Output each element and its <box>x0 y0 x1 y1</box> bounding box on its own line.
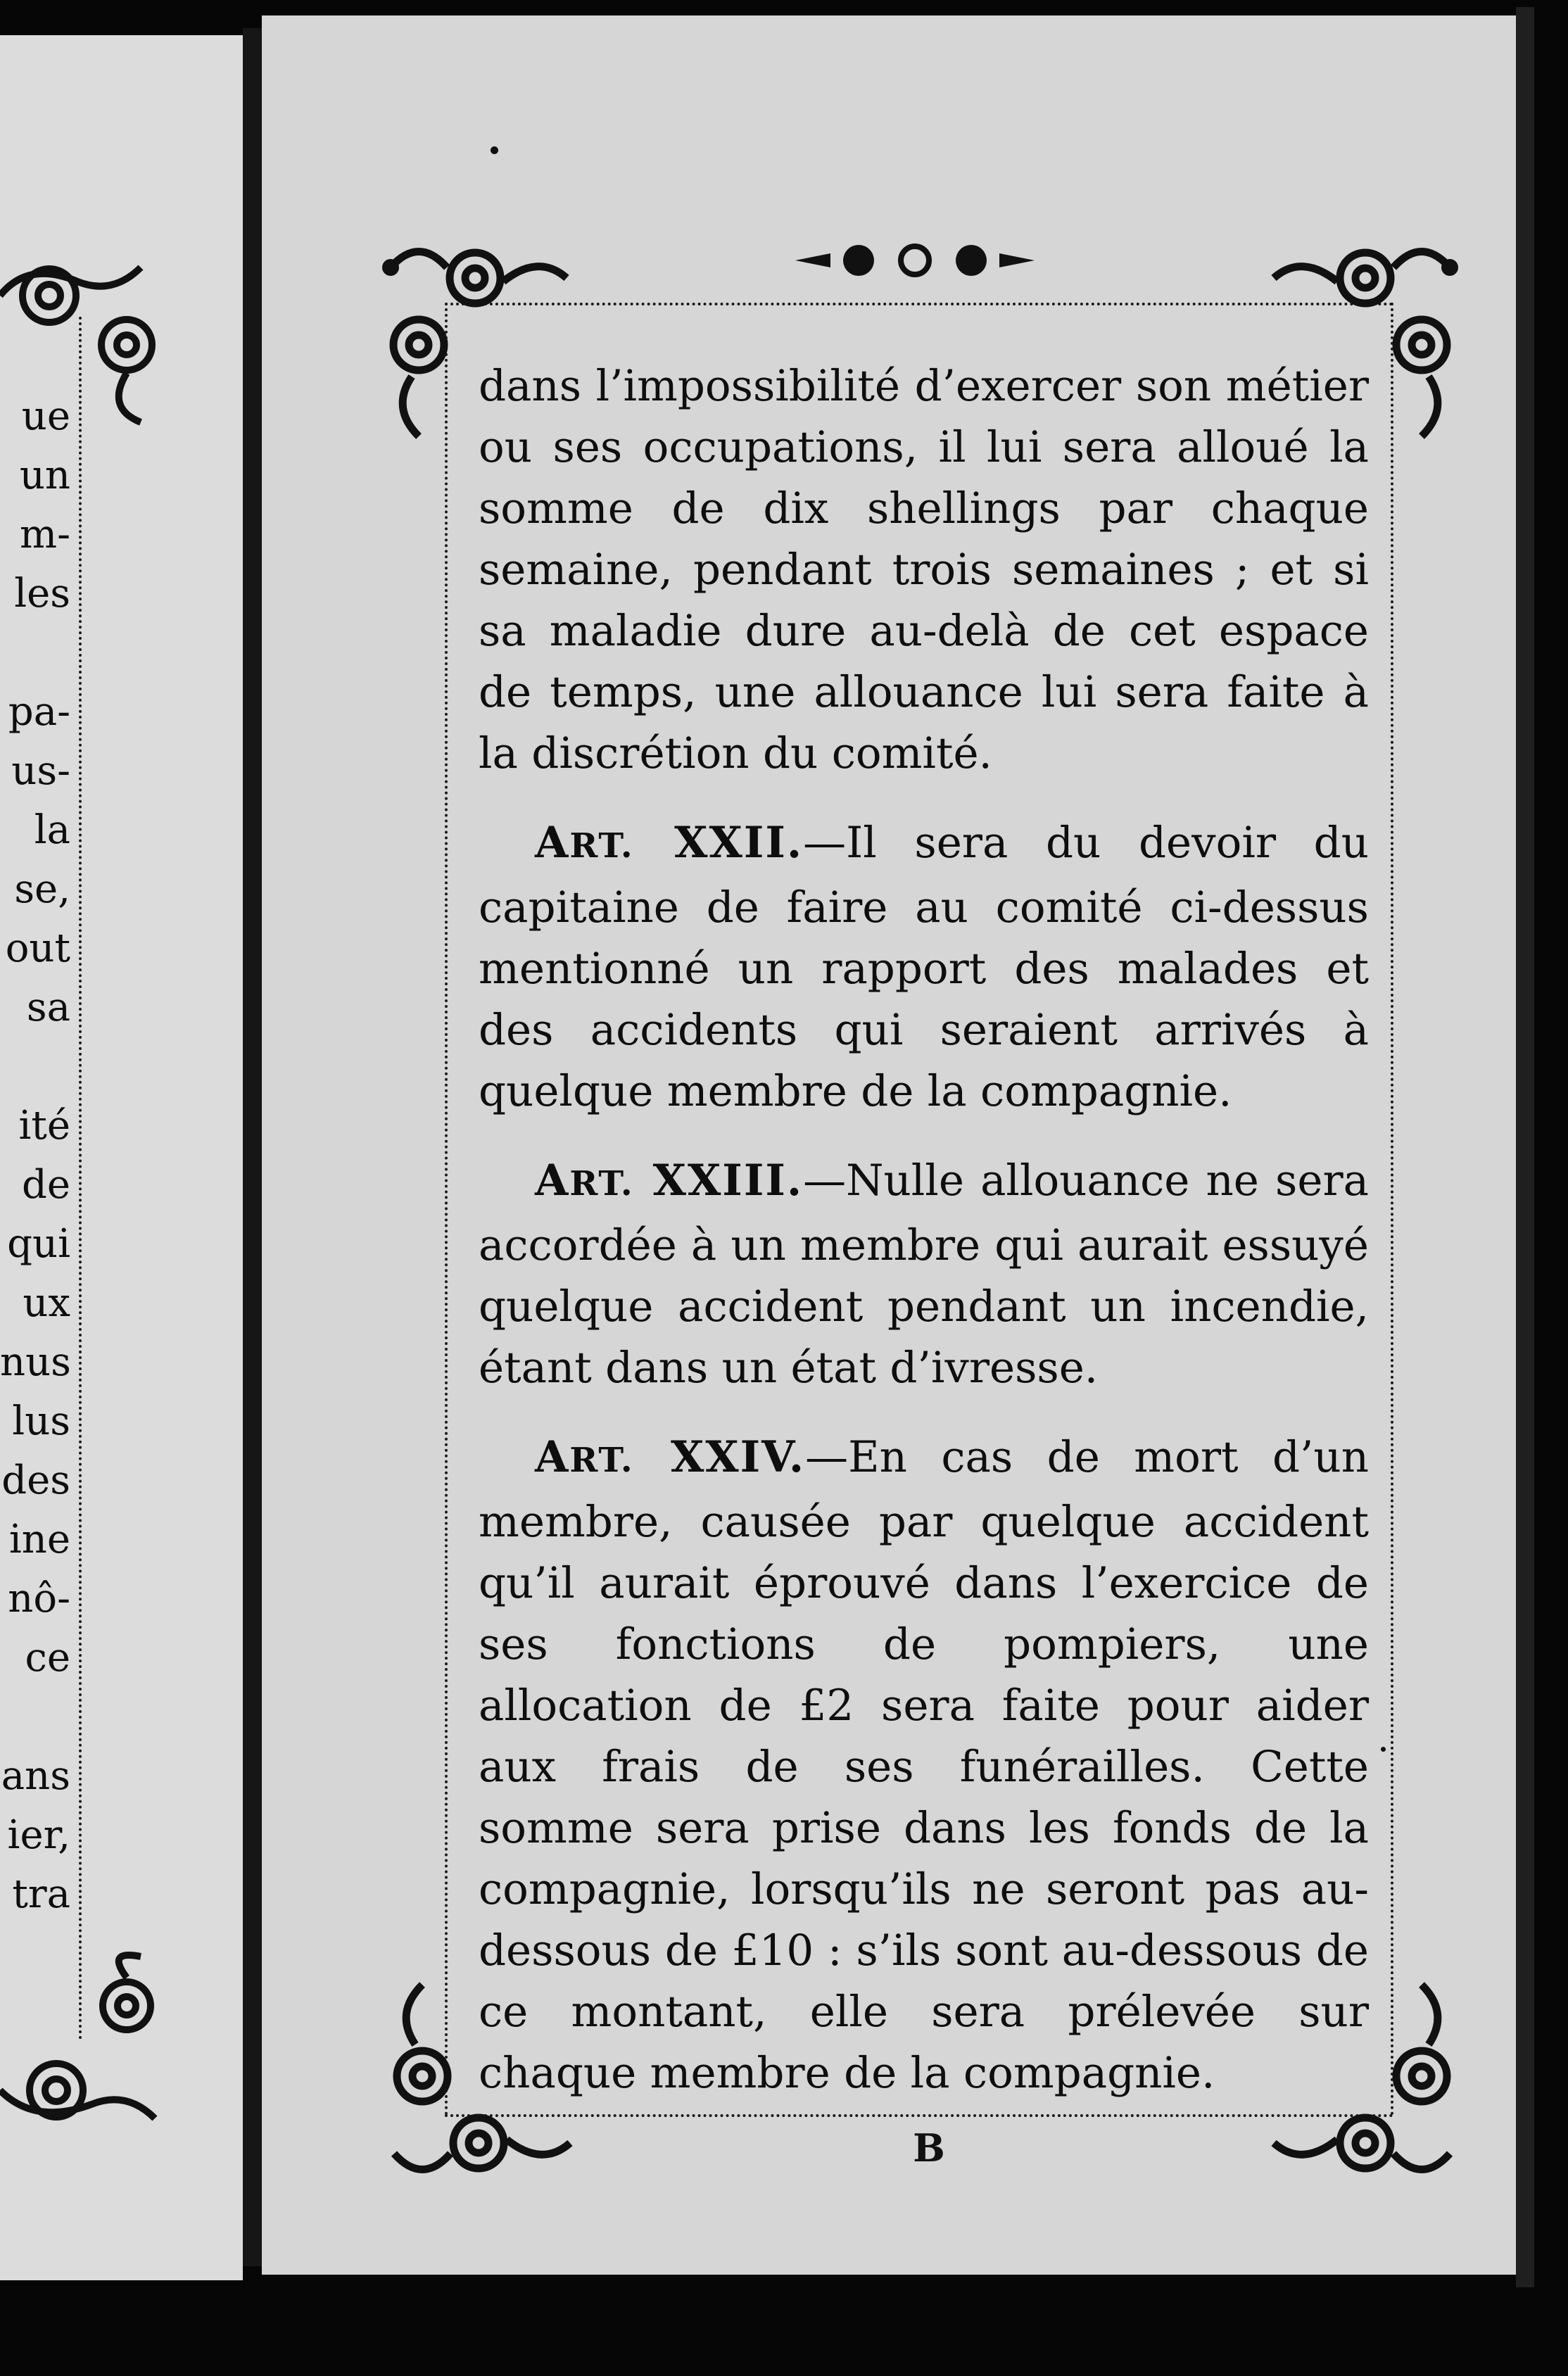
article-label: ART. XXIII. <box>535 1156 804 1206</box>
left-line: des <box>1 1458 70 1503</box>
article-xxiv <box>479 1427 1369 2104</box>
article-text: —En cas de mort d’un membre, causée par quelque accident qu’il aurait éprouvé dans l’exercice de ses fonctions de pompiers, une allocation de £2 sera faite pour aider aux frais de ses funérailles. Cette somme sera prise dans les fonds de la compagnie, lorsqu’ils ne seront pas au-dessous de £10 : s’ils sont au-dessous de ce montant, elle sera prélevée sur chaque membre de la compagnie. <box>479 1432 1369 2098</box>
article-label: ART. XXII. <box>535 818 804 868</box>
left-line: nô- <box>8 1576 70 1622</box>
left-line: ine <box>8 1517 70 1562</box>
page-edge <box>1516 7 1534 2287</box>
article-xxii <box>479 812 1369 1122</box>
article-label: ART. XXIV. <box>535 1432 806 1482</box>
article-text: —Il sera du devoir du capitaine de faire au comité ci-dessus mentionné un rapport des malades et des accidents qui seraient arrivés à quelque membre de la compagnie. <box>479 818 1369 1116</box>
left-line: de <box>22 1162 70 1208</box>
left-line <box>0 624 70 683</box>
left-line: se, <box>14 866 70 912</box>
page-body <box>479 355 1369 2104</box>
article-xxiii <box>479 1150 1369 1398</box>
scroll-ornament-icon <box>0 1950 169 2132</box>
left-page-border <box>79 317 82 2041</box>
left-page-text <box>0 387 70 1924</box>
left-line: ier, <box>7 1812 70 1858</box>
left-line: ue <box>21 393 70 439</box>
left-line: ce <box>25 1635 70 1681</box>
left-line <box>0 1688 70 1747</box>
signature-mark: B <box>913 2125 945 2170</box>
left-line: us- <box>11 748 70 794</box>
left-line: les <box>14 571 70 617</box>
left-line: ans <box>1 1753 70 1799</box>
left-line: qui <box>7 1221 70 1267</box>
paragraph: dans l’impossibilité d’exercer son métier ou ses occupations, il lui sera alloué la somme de dix shellings par chaque semaine, pendant trois semaines ; et si sa maladie dure au-delà de cet espace de temps, une allouance lui sera faite à la discrétion du comité. <box>479 361 1369 778</box>
article-text: —Nulle allouance ne sera accordée à un membre qui aurait essuyé quelque accident pendant un incendie, étant dans un état d’ivresse. <box>479 1156 1369 1393</box>
left-line: nus <box>0 1339 71 1385</box>
ink-speck <box>491 146 498 154</box>
left-line: m- <box>19 512 70 557</box>
ornamental-page-number-icon <box>788 232 1042 289</box>
left-page-fragment <box>0 35 243 2280</box>
left-line: ux <box>23 1280 70 1326</box>
left-line: lus <box>12 1398 70 1444</box>
left-line: pa- <box>8 689 70 735</box>
left-line <box>0 1037 70 1097</box>
left-line: la <box>34 807 70 853</box>
left-line: tra <box>12 1871 70 1917</box>
left-line: ité <box>18 1103 70 1149</box>
left-line: sa <box>26 985 70 1030</box>
left-line: un <box>19 453 70 498</box>
left-line: out <box>5 925 70 971</box>
